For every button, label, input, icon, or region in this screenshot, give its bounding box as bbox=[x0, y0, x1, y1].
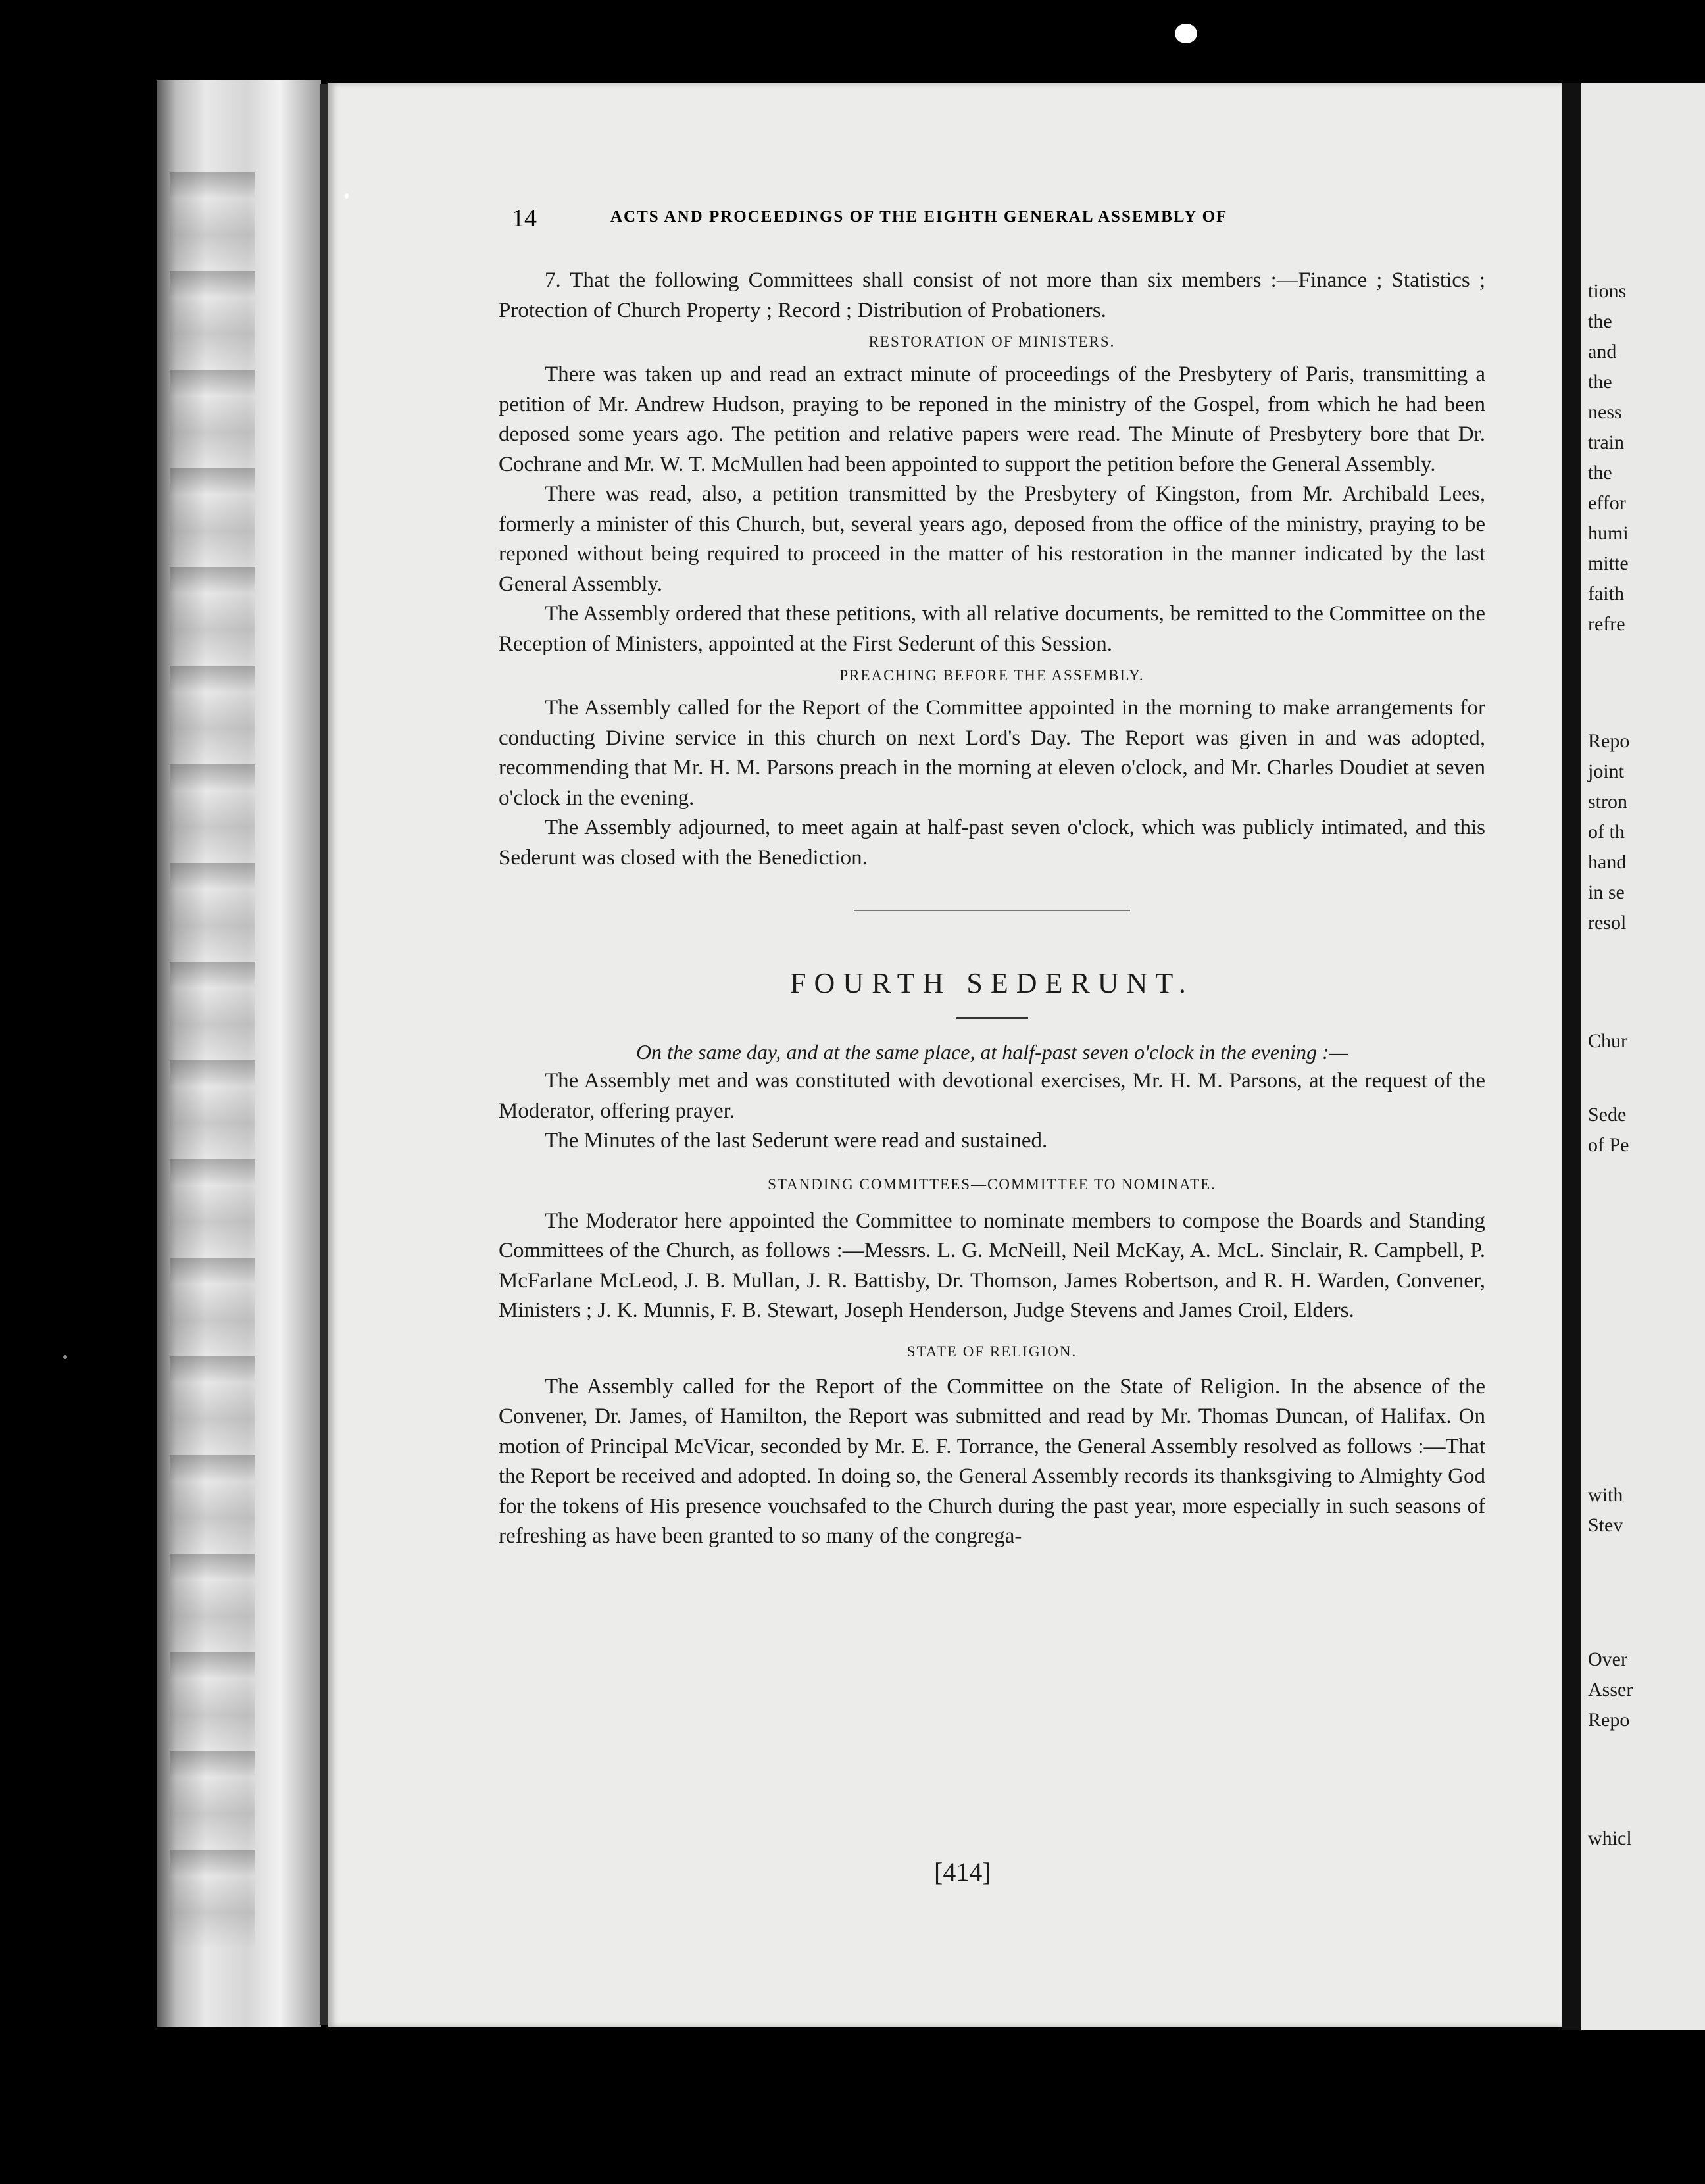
adjacent-page-fragment: Asser bbox=[1588, 1679, 1633, 1700]
running-head bbox=[512, 204, 1380, 233]
item-7-paragraph: 7. That the following Committees shall consist of not more than six members :—Finance ; Statistics ; Protection of Church Property ; Record ; Distribution of Probationers. bbox=[499, 268, 1485, 322]
preaching-paragraph-1: The Assembly called for the Report of the Committee appointed in the morning to make arrangements for conducting Divine service in this church on next Lord's Day. The Report was given in and was adopted, recommending that Mr. H. M. Parsons preach in the morning at eleven o'clock, and Mr. Charles Doudiet at seven o'clock in the evening. bbox=[499, 696, 1485, 810]
restoration-heading: RESTORATION OF MINISTERS. bbox=[868, 334, 1116, 350]
gutter-shadow bbox=[320, 84, 328, 2025]
adjacent-page-fragment: stron bbox=[1588, 791, 1627, 812]
title-underline-rule bbox=[956, 1017, 1028, 1019]
adjacent-page-fragment: of Pe bbox=[1588, 1134, 1629, 1156]
state-of-religion-paragraph: The Assembly called for the Report of the Committee on the State of Religion. In the absence of the Convener, Dr. James, of Hamilton, the Report was submitted and read by Mr. Thomas Duncan, of Halifax. On motion of Principal McVicar, seconded by Mr. E. F. Torrance, the General Assembly resolved as follows :—That the Report be received and adopted. In doing so, the General Assembly records its thanksgiving to Almighty God for the tokens of His presence vouchsafed to the Church during the past year, more especially in such seasons of refreshing as have been granted to so many of the congrega- bbox=[499, 1374, 1485, 1548]
adjacent-page-fragment: train bbox=[1588, 432, 1624, 453]
adjacent-page-fragment: Stev bbox=[1588, 1514, 1623, 1536]
restoration-paragraph-3: The Assembly ordered that these petitions, with all relative documents, be remitted to the Committee on the Reception of Ministers, appointed at the First Sederunt of this Session. bbox=[499, 602, 1485, 656]
fourth-sederunt-title: FOURTH SEDERUNT. bbox=[790, 967, 1194, 999]
adjacent-page-fragment: and bbox=[1588, 341, 1617, 362]
standing-committees-paragraph: The Moderator here appointed the Committee to nominate members to compose the Boards and Standing Committees of the Church, as follows :—Messrs. L. G. McNeill, Neil McKay, A. McL. Sinclair, R. Campbell, P. McFarlane McLeod, J. B. Mullan, J. R. Battisby, Dr. Thomson, James Robertson, and R. H. Warden, Convener, Ministers ; J. K. Munnis, F. B. Stewart, Joseph Henderson, Judge Stevens and James Croil, Elders. bbox=[499, 1208, 1485, 1322]
state-of-religion-heading: STATE OF RELIGION. bbox=[906, 1343, 1077, 1360]
standing-committees-heading: STANDING COMMITTEES—COMMITTEE TO NOMINATE. bbox=[768, 1176, 1216, 1193]
section-divider-rule bbox=[854, 910, 1130, 911]
adjacent-page-fragment: Chur bbox=[1588, 1030, 1627, 1052]
adjacent-page-fragment: joint bbox=[1588, 760, 1625, 782]
page-body bbox=[499, 266, 1485, 1552]
adjacent-page-fragment: the bbox=[1588, 310, 1612, 332]
adjacent-page-edge bbox=[1581, 83, 1705, 2030]
adjacent-page-fragment: humi bbox=[1588, 522, 1629, 544]
book-binding-edge bbox=[157, 80, 321, 2027]
bottom-page-folio: [414] bbox=[934, 1857, 991, 1887]
adjacent-page-fragment: effor bbox=[1588, 492, 1626, 514]
adjacent-page-fragment: refre bbox=[1588, 613, 1625, 635]
dust-speck bbox=[345, 193, 349, 199]
sederunt-paragraph-2: The Minutes of the last Sederunt were read and sustained. bbox=[545, 1129, 1048, 1153]
right-gutter-shadow bbox=[1562, 83, 1581, 2030]
adjacent-page-fragment: Repo bbox=[1588, 730, 1630, 752]
dust-speck bbox=[63, 1355, 67, 1359]
adjacent-page-fragment: tions bbox=[1588, 280, 1627, 302]
adjacent-page-fragment: resol bbox=[1588, 912, 1627, 933]
adjacent-page-fragment: the bbox=[1588, 371, 1612, 393]
adjacent-page-fragment: Over bbox=[1588, 1649, 1627, 1670]
adjacent-page-fragment: the bbox=[1588, 462, 1612, 484]
adjacent-page-fragment: with bbox=[1588, 1484, 1623, 1506]
adjacent-page-fragment: in se bbox=[1588, 881, 1625, 903]
adjacent-page-fragment: Sede bbox=[1588, 1104, 1627, 1126]
page-number: 14 bbox=[512, 205, 537, 232]
adjacent-page-fragment: hand bbox=[1588, 851, 1627, 873]
adjacent-page-fragment: mitte bbox=[1588, 553, 1629, 574]
adjacent-page-fragment: of th bbox=[1588, 821, 1625, 843]
running-head-title: ACTS AND PROCEEDINGS OF THE EIGHTH GENERAL ASSEMBLY OF bbox=[610, 208, 1228, 226]
preaching-paragraph-2: The Assembly adjourned, to meet again at half-past seven o'clock, which was publicly intimated, and this Sederunt was closed with the Benediction. bbox=[499, 816, 1485, 870]
adjacent-page-fragment: Repo bbox=[1588, 1709, 1630, 1731]
adjacent-page-fragment: ness bbox=[1588, 401, 1622, 423]
restoration-paragraph-1: There was taken up and read an extract minute of proceedings of the Presbytery of Paris, transmitting a petition of Mr. Andrew Hudson, praying to be reponed in the ministry of the Gospel, from which he had been deposed some years ago. The petition and relative papers were read. The Minute of Presbytery bore that Dr. Cochrane and Mr. W. T. McMullen had been appointed to support the petition before the General Assembly. bbox=[499, 362, 1485, 476]
sederunt-paragraph-1: The Assembly met and was constituted with devotional exercises, Mr. H. M. Parsons, at the request of the Moderator, offering prayer. bbox=[499, 1069, 1485, 1123]
adjacent-page-fragment: whicl bbox=[1588, 1827, 1632, 1849]
preaching-heading: PREACHING BEFORE THE ASSEMBLY. bbox=[839, 667, 1145, 683]
adjacent-page-fragment: faith bbox=[1588, 583, 1624, 605]
sederunt-intro: On the same day, and at the same place, at half-past seven o'clock in the evening :— bbox=[635, 1040, 1348, 1064]
dust-speck bbox=[1175, 24, 1197, 43]
restoration-paragraph-2: There was read, also, a petition transmitted by the Presbytery of Kingston, from Mr. Archibald Lees, formerly a minister of this Church, but, several years ago, deposed from the office of the ministry, praying to be reponed without being required to proceed in the matter of his restoration in the manner indicated by the last General Assembly. bbox=[499, 482, 1485, 596]
